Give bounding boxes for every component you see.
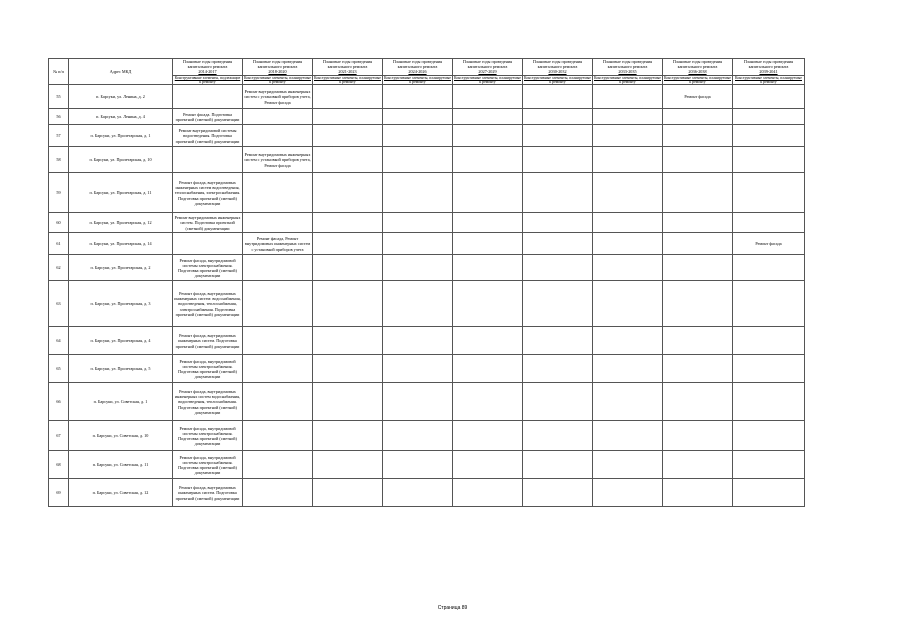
row-number: 57 [49,125,69,147]
row-work-cell [313,125,383,147]
header-period-subtitle-text: Конструктивные элементы, планируемые к ремонту [314,75,381,85]
row-work-cell [173,147,243,173]
row-work-cell [453,355,523,383]
table-row [49,213,805,233]
row-address: п. Барсуки, ул. Пролетарская, д. 4 [69,327,173,355]
row-work-cell [663,125,733,147]
row-work-cell [733,125,805,147]
header-period-title: Плановые годы проведения капитального ремонта [532,59,583,70]
row-number: 59 [49,173,69,213]
row-work-cell [523,125,593,147]
row-address: п. Барсуки, ул. Пролетарская, д. 12 [69,213,173,233]
header-period-subtitle [243,75,313,85]
row-work-cell [663,451,733,479]
header-period-subtitle-text: Конструктивные элементы, планируемые к ремонту [735,75,802,85]
header-period-subtitle [523,75,593,85]
table-row [49,233,805,255]
row-work-cell [593,281,663,327]
row-work-cell [453,173,523,213]
row-work-cell [523,327,593,355]
row-work-cell [663,147,733,173]
row-work-cell [663,421,733,451]
row-address: п. Барсуки, ул. Пролетарская, д. 11 [69,173,173,213]
row-number: 69 [49,479,69,507]
row-work-cell [523,421,593,451]
row-work-cell [523,355,593,383]
row-work-cell [313,233,383,255]
header-period-years: 2033-2035 [618,69,637,75]
header-period-title: Плановые годы проведения капитального ремонта [252,59,303,70]
row-work-cell [383,383,453,421]
row-work-cell [313,213,383,233]
header-period [453,59,523,76]
row-work-cell [383,109,453,125]
row-address: п. Барсуки, ул. Советская, д. 1 [69,383,173,421]
header-period [383,59,453,76]
row-work-cell: Ремонт фасада, Ремонт внутридомовых инженерных систем с установкой приборов учета [243,233,313,255]
row-work-cell: Ремонт фасада, внутридомовых инженерных систем. Подготовка проектной (сметной) документации [173,327,243,355]
row-work-cell [593,451,663,479]
row-work-cell [243,327,313,355]
row-work-cell [453,451,523,479]
header-period-subtitle-text: Конструктивные элементы, планируемые к ремонту [454,75,521,85]
row-work-cell [663,327,733,355]
row-work-cell: Ремонт фасада. Подготовка проектной (сметной) документации [173,109,243,125]
row-address: п. Барсуки, ул. Пролетарская, д. 1 [69,125,173,147]
table-row [49,355,805,383]
header-period [313,59,383,76]
row-work-cell [313,451,383,479]
header-period-subtitle [453,75,523,85]
header-period-subtitle-text: Конструктивные элементы, планируемые к ремонту [384,75,451,85]
row-work-cell [663,233,733,255]
row-work-cell [243,281,313,327]
row-work-cell [383,327,453,355]
row-work-cell [733,451,805,479]
row-work-cell [593,233,663,255]
header-period [523,59,593,76]
row-work-cell [523,213,593,233]
row-work-cell [383,233,453,255]
row-work-cell [593,383,663,421]
row-work-cell [313,281,383,327]
row-work-cell [733,85,805,109]
header-period-years: 2027-2029 [478,69,497,75]
header-period-years: 2018-2020 [268,69,287,75]
row-address: п. Барсуки, ул. Пролетарская, д. 14 [69,233,173,255]
row-work-cell [383,281,453,327]
row-work-cell [663,173,733,213]
header-period [663,59,733,76]
header-period-subtitle-text: Конструктивные элементы, планируемые к ремонту [244,75,311,85]
header-period-subtitle [663,75,733,85]
row-work-cell: Ремонт фасада [733,233,805,255]
header-period-subtitle-text: Конструктивные элементы, планируемые к ремонту [664,75,731,85]
row-number: 64 [49,327,69,355]
row-number: 60 [49,213,69,233]
row-work-cell [733,327,805,355]
row-work-cell [453,383,523,421]
header-period [733,59,805,76]
row-work-cell [733,109,805,125]
row-work-cell [313,147,383,173]
row-work-cell [733,213,805,233]
row-work-cell [663,383,733,421]
row-work-cell [733,255,805,281]
row-work-cell: Ремонт фасада, внутридомовой системы электроснабжения. Подготовка проектной (сметной) документации [173,255,243,281]
row-work-cell [453,125,523,147]
header-period-years: 2039-2041 [759,69,778,75]
row-address: п. Барсуки, ул. Пролетарская, д. 3 [69,281,173,327]
row-work-cell [243,213,313,233]
row-work-cell [593,421,663,451]
row-number: 66 [49,383,69,421]
row-work-cell [313,109,383,125]
row-address: п. Барсуки, ул. Ленина, д. 4 [69,109,173,125]
row-work-cell [453,327,523,355]
row-work-cell [663,109,733,125]
table-row [49,109,805,125]
row-work-cell [733,421,805,451]
row-work-cell: Ремонт фасада, внутридомовой системы электроснабжения. Подготовка проектной (сметной) документации [173,355,243,383]
header-period-subtitle-text: Конструктивные элементы, планируемые к ремонту [594,75,661,85]
row-work-cell [733,355,805,383]
row-number: 68 [49,451,69,479]
row-work-cell [383,125,453,147]
row-work-cell [523,451,593,479]
row-work-cell [523,109,593,125]
header-address: Адрес МКД [69,59,173,85]
header-period [243,59,313,76]
header-period-subtitle-text: Конструктивные элементы, подлежащие к ремонту [174,75,241,85]
row-work-cell [453,213,523,233]
row-work-cell [243,479,313,507]
row-work-cell [663,255,733,281]
row-address: п. Барсуки, ул. Советская, д. 11 [69,451,173,479]
table-row [49,479,805,507]
row-work-cell [453,281,523,327]
header-period-years: 2036-2038 [688,69,707,75]
table-row [49,85,805,109]
row-work-cell [663,281,733,327]
header-period [593,59,663,76]
header-period [173,59,243,76]
row-work-cell [383,85,453,109]
row-work-cell: Ремонт внутридомовых инженерных систем с установкой приборов учета, Ремонт фасада [243,147,313,173]
row-work-cell [243,173,313,213]
header-period-title: Плановые годы проведения капитального ремонта [462,59,513,70]
row-work-cell [383,255,453,281]
table-row [49,173,805,213]
row-work-cell [243,451,313,479]
row-work-cell [663,355,733,383]
row-address: п. Барсуки, ул. Пролетарская, д. 5 [69,355,173,383]
row-work-cell: Ремонт внутридомовой системы водоотведения. Подготовка проектной (сметной) документации [173,125,243,147]
header-period-subtitle [173,75,243,85]
row-work-cell [663,213,733,233]
table-row [49,125,805,147]
header-period-subtitle [313,75,383,85]
row-address: п. Барсуки, ул. Пролетарская, д. 10 [69,147,173,173]
table-row [49,383,805,421]
row-work-cell [243,355,313,383]
row-work-cell [383,213,453,233]
row-work-cell: Ремонт фасада [663,85,733,109]
row-work-cell [593,213,663,233]
row-work-cell [313,421,383,451]
row-work-cell [523,281,593,327]
row-number: 67 [49,421,69,451]
row-work-cell [243,109,313,125]
header-period-title: Плановые годы проведения капитального ремонта [672,59,723,70]
row-work-cell [243,125,313,147]
row-work-cell [593,173,663,213]
table-row [49,421,805,451]
row-number: 56 [49,109,69,125]
row-work-cell [453,233,523,255]
row-work-cell [523,383,593,421]
row-work-cell [523,479,593,507]
row-work-cell [313,327,383,355]
header-period-subtitle [733,75,805,85]
header-period-subtitle-text: Конструктивные элементы, планируемые к ремонту [524,75,591,85]
row-work-cell: Ремонт фасада, внутридомовых инженерных систем водоснабжения, водоотведения, теплоснабжения. Подготовка проектной (сметной) документации [173,383,243,421]
row-work-cell [313,173,383,213]
row-work-cell [243,421,313,451]
header-period-years: 2014-2017 [198,69,217,75]
header-period-title: Плановые годы проведения капитального ремонта [743,59,794,70]
header-period-title: Плановые годы проведения капитального ремонта [182,59,233,70]
row-work-cell [383,355,453,383]
row-work-cell: Ремонт внутридомовых инженерных систем с установкой приборов учета, Ремонт фасада [243,85,313,109]
row-work-cell [453,479,523,507]
row-work-cell [313,479,383,507]
row-work-cell [593,355,663,383]
header-period-subtitle [593,75,663,85]
row-work-cell: Ремонт фасада, внутридомовых инженерных систем. Подготовка проектной (сметной) документации [173,479,243,507]
row-number: 62 [49,255,69,281]
row-work-cell [313,355,383,383]
row-work-cell [523,173,593,213]
row-number: 55 [49,85,69,109]
row-work-cell [593,255,663,281]
row-work-cell [733,281,805,327]
row-work-cell [313,85,383,109]
row-work-cell [523,85,593,109]
row-work-cell [733,479,805,507]
row-work-cell [173,233,243,255]
row-work-cell [593,85,663,109]
row-work-cell [733,173,805,213]
row-work-cell [243,383,313,421]
table-row [49,255,805,281]
table-body [49,85,805,507]
header-num: № п/п [49,59,69,85]
row-work-cell [453,147,523,173]
table-header [49,59,805,85]
row-work-cell [593,327,663,355]
table-row [49,451,805,479]
row-work-cell [173,85,243,109]
header-period-title: Плановые годы проведения капитального ремонта [322,59,373,70]
row-number: 65 [49,355,69,383]
row-work-cell [383,421,453,451]
row-work-cell [523,147,593,173]
row-address: п. Барсуки, ул. Советская, д. 10 [69,421,173,451]
row-work-cell [733,147,805,173]
row-number: 63 [49,281,69,327]
table-row [49,327,805,355]
row-work-cell: Ремонт фасада, внутридомовых инженерных систем водоотведения, теплоснабжения, электроснабжения. Подготовка проектной (сметной) документации [173,173,243,213]
row-work-cell [453,85,523,109]
row-work-cell: Ремонт фасада, внутридомовых инженерных систем: водоснабжения, водоотведения, теплоснабжения, электроснабжения. Подготовка проектной (сметной) документации [173,281,243,327]
row-work-cell [593,109,663,125]
table-row [49,281,805,327]
header-period-title: Плановые годы проведения капитального ремонта [602,59,653,70]
header-period-years: 2024-2026 [408,69,427,75]
row-work-cell [383,147,453,173]
header-period-subtitle [383,75,453,85]
row-address: п. Барсуки, ул. Пролетарская, д. 2 [69,255,173,281]
capital-repair-table [48,58,805,507]
row-number: 61 [49,233,69,255]
row-work-cell: Ремонт фасада, внутридомовой системы электроснабжения. Подготовка проектной (сметной) документации [173,451,243,479]
row-work-cell [523,255,593,281]
row-work-cell: Ремонт фасада, внутридомовой системы электроснабжения. Подготовка проектной (сметной) документации [173,421,243,451]
row-work-cell [313,383,383,421]
page-number: Страница 89 [437,605,468,611]
row-work-cell [453,255,523,281]
row-work-cell [313,255,383,281]
row-work-cell [383,451,453,479]
header-period-years: 2030-2032 [548,69,567,75]
row-work-cell [593,147,663,173]
row-work-cell: Ремонт внутридомовых инженерных систем. Подготовка проектной (сметной) документации [173,213,243,233]
row-work-cell [453,421,523,451]
row-work-cell [453,109,523,125]
row-work-cell [733,383,805,421]
row-work-cell [243,255,313,281]
row-work-cell [593,479,663,507]
row-address: п. Барсуки, ул. Ленина, д. 2 [69,85,173,109]
row-work-cell [663,479,733,507]
header-period-years: 2021-2023 [338,69,357,75]
row-address: п. Барсуки, ул. Советская, д. 12 [69,479,173,507]
table-row [49,147,805,173]
row-work-cell [523,233,593,255]
header-period-title: Плановые годы проведения капитального ремонта [392,59,443,70]
row-work-cell [383,173,453,213]
row-number: 58 [49,147,69,173]
row-work-cell [383,479,453,507]
row-work-cell [593,125,663,147]
